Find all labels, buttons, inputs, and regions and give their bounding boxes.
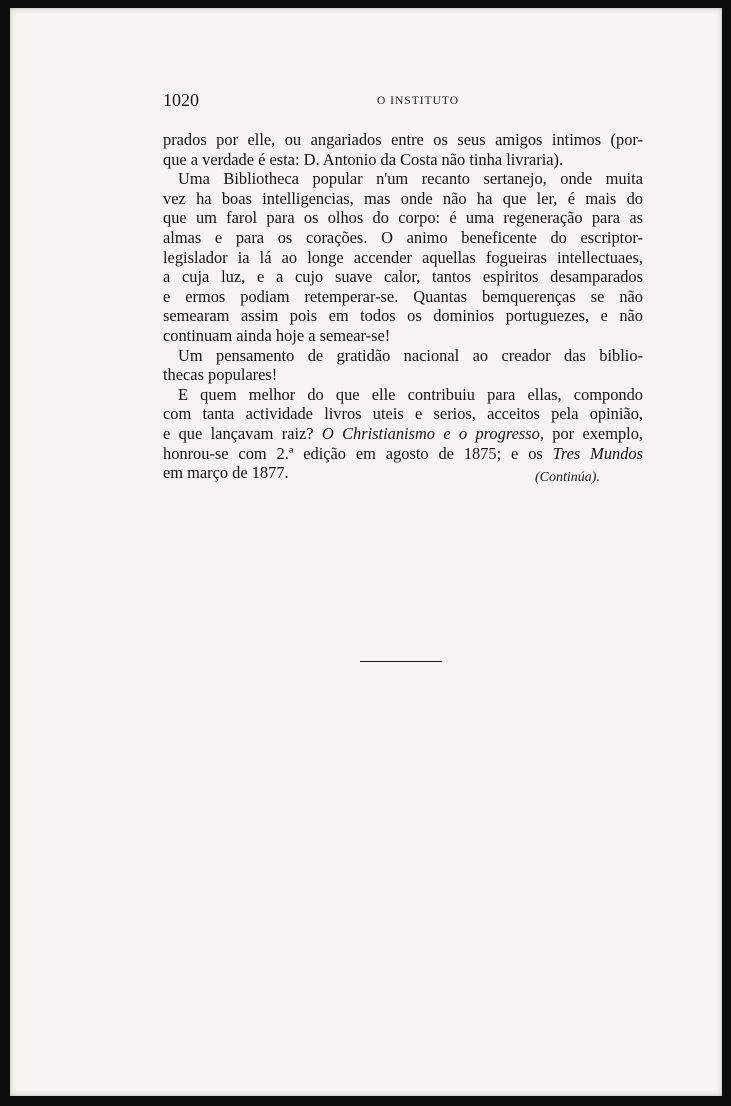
text-line: thecas populares!	[163, 365, 278, 385]
text-line: que um farol para os olhos do corpo: é uma regeneração para as	[163, 208, 643, 228]
text-line: semearam assim pois em todos os dominios portuguezes, e não	[163, 306, 643, 326]
text-line	[163, 404, 643, 424]
continua-note: (Continúa).	[535, 470, 600, 485]
text-line: e ermos podiam retemperar-se. Quantas bemquerenças se não	[163, 286, 643, 306]
book-title-christianismo: O Christianismo e o progresso,	[321, 423, 544, 443]
text-run: com tanta actividade livros uteis e serios, acceitos pela opinião,	[163, 404, 643, 424]
text-run: E quem melhor do que elle contribuiu para ellas, compondo	[178, 384, 643, 404]
text-line: a cuja luz, e a cujo suave calor, tantos espiritos desamparados	[163, 267, 643, 287]
running-title: O INSTITUTO	[376, 95, 460, 107]
section-rule	[360, 661, 442, 662]
body-text	[163, 130, 643, 483]
text-line: continuam ainda hoje a semear-se!	[163, 325, 391, 345]
page-number: 1020	[163, 90, 199, 110]
text-run: e que lançavam raiz?	[163, 423, 322, 443]
text-run: por exemplo,	[543, 423, 643, 443]
text-line: prados por elle, ou angariados entre os seus amigos intimos (por-	[163, 130, 643, 149]
book-title-tres-mundos: Tres Mundos	[552, 443, 643, 463]
page-header	[163, 90, 643, 114]
text-line	[163, 385, 643, 405]
paragraph-2	[163, 169, 643, 345]
text-line	[163, 424, 643, 444]
text-line: Um pensamento de gratidão nacional ao creador das biblio-	[178, 345, 643, 365]
paragraph-3	[163, 346, 643, 385]
text-line: legislador ia lá ao longe accender aquellas fogueiras intellectuaes,	[163, 247, 643, 267]
text-run: em março de 1877.	[163, 463, 289, 483]
text-line	[163, 444, 643, 464]
paragraph-1	[163, 130, 643, 169]
text-run: honrou-se com 2.ª edição em agosto de 1875; e os	[163, 443, 553, 463]
text-line: Uma Bibliotheca popular n'um recanto sertanejo, onde muita	[178, 169, 643, 189]
text-line: vez ha boas intelligencias, mas onde não ha que ler, é mais do	[163, 188, 643, 208]
text-line: que a verdade é esta: D. Antonio da Costa não tinha livraria).	[163, 149, 564, 169]
paragraph-4	[163, 385, 643, 483]
text-line: almas e para os corações. O animo beneficente do escriptor-	[163, 227, 643, 247]
